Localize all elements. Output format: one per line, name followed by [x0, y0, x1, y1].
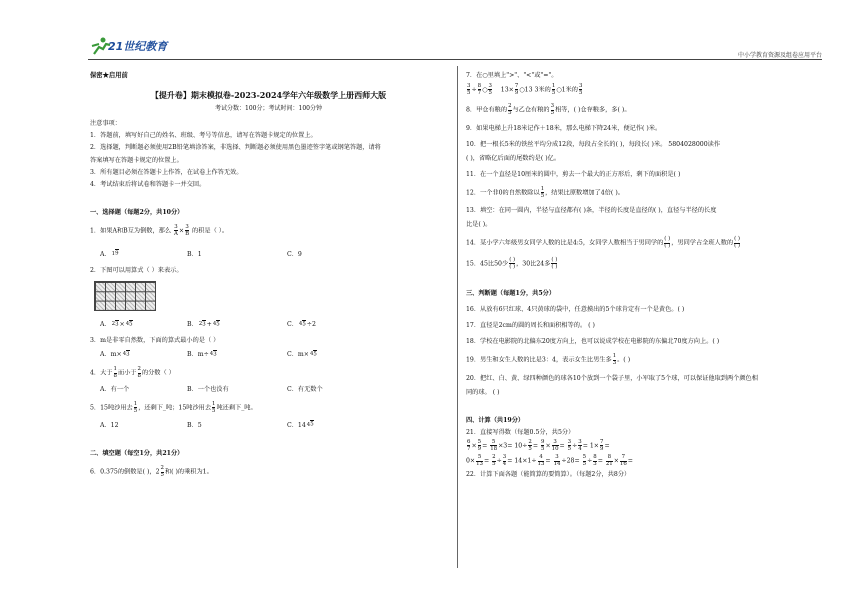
question-15: 15．45比50少 $\frac{( )}{( )}$ ，30比24多 $\frac{( )}{( )}$	[466, 256, 558, 270]
question-17: 17．直径是2cm的圆的周长和面积相等的。 ( )	[466, 322, 595, 330]
option-a[interactable]: A．有一个	[100, 385, 130, 393]
question-21: 21．直接写得数（每题0.5分，共5分）	[466, 428, 575, 436]
header-rule	[88, 59, 822, 60]
q2-options	[90, 321, 447, 329]
option-b[interactable]: B．1	[187, 251, 202, 259]
question-12: 12．一个非0的自然数除以 $\frac{1}{5}$ ，结果比原数增加了4倍( )。	[466, 185, 624, 199]
option-a[interactable]: A．12	[100, 422, 119, 430]
secret-label: 保密★启用前	[90, 72, 128, 79]
section-calc: 四、计算（共19分）	[466, 416, 525, 424]
right-column	[466, 72, 826, 480]
section-fill: 二、填空题（每空1分，共21分）	[90, 450, 184, 458]
option-c[interactable]: C．9	[287, 251, 302, 259]
option-c[interactable]: C．1445	[287, 421, 314, 430]
question-6: 6．0.375的倒数是( )，2 $\frac{2}{5}$ 和( )的乘积为1。	[90, 465, 213, 479]
note-4: 4．考试结束后将试卷和答题卡一并交回。	[90, 180, 206, 188]
option-a[interactable]: A．23×45	[100, 321, 133, 329]
question-10: 10．把一根长5米的铁丝平均分成12段，每段占全长的( )，每段长( )米。 5804028000读作	[466, 140, 721, 148]
question-10-cont: ( )，省略亿后面的尾数约是( )亿。	[466, 154, 561, 162]
question-13: 13．填空：在同一圆内，半径与直径都有( )条，半径的长度是直径的( )，直径与半径的长度	[466, 207, 717, 215]
question-11: 11．在一个直径是10厘米的圆中，剪去一个最大的正方形后，剩下的面积是( )	[466, 170, 681, 178]
option-b[interactable]: B．23+45	[187, 321, 220, 329]
exam-info: 考试分数：100分；考试时间：100分钟	[215, 104, 322, 112]
calc-row-1: $\frac{6}{7}$ × $\frac{5}{9}$ = $\frac{5}{18}$ ×3= 10÷ $\frac{2}{5}$ = $\frac{9}{5}$ × $\frac{3}{10}$ = $\frac{3}{5}$ ÷ $\frac{3}{4}$ = 1× $\frac{7}{9}$ =	[467, 438, 610, 452]
q3-options	[90, 351, 447, 359]
option-a[interactable]: A．19	[100, 250, 119, 259]
question-18: 18．学校在电影院的北偏东20度方向上，也可以说成学校在电影院的东偏北70度方向上。( )	[466, 338, 720, 346]
note-2-cont: 答案填写在答题卡规定的位置上。	[90, 156, 183, 164]
question-16: 16．从放有6只红球、4只黄球的袋中，任意摸出的5个球肯定有一个是黄色。( )	[466, 306, 685, 314]
question-14: 14．某小学六年级男女同学人数的比是4:5，女同学人数相当于男同学的 $\frac{( )}{( )}$ ，男同学占全班人数的 $\frac{( )}{( )}$	[466, 236, 740, 250]
notes-title: 注意事项：	[90, 120, 121, 128]
option-c[interactable]: C．有无数个	[287, 385, 323, 393]
option-a[interactable]: A．m×43	[100, 351, 130, 359]
question-7-items: $\frac{3}{5}$ ÷ $\frac{8}{7}$ ○ $\frac{3}{5}$ 13× $\frac{7}{9}$ ○13 3米的 $\frac{1}{5}$ ○1米的 $\frac{3}{5}$	[467, 83, 583, 96]
question-20-cont: 同的球。 ( )	[466, 388, 500, 396]
left-column	[90, 72, 447, 479]
question-20: 20．把红、白、黄、绿四种颜色的球各10个放到一个袋子里，小军取了5个球，可以保证他取到两个颜色相	[466, 374, 758, 382]
option-c[interactable]: C．45÷2	[287, 321, 316, 329]
q4-options	[90, 386, 447, 394]
question-13-cont: 比是( )。	[466, 221, 492, 229]
option-b[interactable]: B．一个也没有	[187, 385, 229, 393]
note-3: 3．所有题目必须在答题卡上作答，在试卷上作答无效。	[90, 168, 243, 176]
column-divider	[457, 66, 458, 568]
question-3: 3．m是非零自然数，下面的算式最小的是（ ）	[90, 337, 220, 345]
question-8: 8．甲仓有粮的 $\frac{2}{5}$ 与乙仓有粮的 $\frac{3}{5}$ 相等，( )仓存粮多，多( )。	[466, 103, 631, 117]
question-2: 2．下图可以用算式（ ）来表示。	[90, 267, 183, 275]
grid-figure	[94, 281, 156, 311]
section-judge: 三、判断题（每题1分，共5分）	[466, 290, 556, 297]
question-19: 19．男生和女生人数的比是3：4，表示女生比男生多 $\frac{1}{3}$ 。( )	[466, 353, 631, 367]
logo-text: 21世纪教育	[108, 40, 168, 53]
question-4: 4．大于 $\frac{1}{8}$ 而小于 $\frac{2}{8}$ 的分数（ ）	[90, 366, 175, 380]
platform-name: 中小学教育资源及组卷应用平台	[737, 52, 822, 59]
q5-options	[90, 422, 447, 430]
note-1: 1．答题前，填写好自己的姓名、班级、考号等信息，请写在答题卡规定的位置上。	[90, 132, 317, 140]
option-b[interactable]: B．m÷43	[187, 351, 217, 359]
question-1: 1．如果A和B互为倒数，那么 $\frac{3}{A}$ × $\frac{3}{B}$ 的积是（ ）。	[90, 223, 229, 237]
question-9: 9．如果电梯上升18米记作＋18米，那么电梯下降24米，便记作( )米。	[466, 124, 662, 132]
page-title: 【提升卷】期末模拟卷-2023-2024学年六年级数学上册西师大版	[150, 90, 387, 101]
question-7: 7．在○里填上">"、"<"或"="。	[466, 72, 558, 79]
section-choice: 一、选择题（每题2分，共10分）	[90, 208, 184, 216]
question-22: 22．计算下面各题（能简算的要简算）。（每题2分，共8分）	[466, 471, 631, 479]
q1-options	[90, 251, 447, 259]
option-c[interactable]: C．m×45	[287, 351, 317, 359]
calc-row-2: 0× $\frac{5}{13}$ = $\frac{2}{5}$ ÷ $\frac{3}{4}$ = 14×1÷ $\frac{4}{13}$ = $\frac{3}{14}$ ÷28= $\frac{5}{5}$ ÷ $\frac{8}{3}$ = $\frac{8}{21}$ × $\frac{7}{16}$ =	[466, 454, 633, 468]
note-2: 2．选择题，判断题必须使用2B铅笔填涂答案，非选择、判断题必须使用黑色墨迹签字笔或钢笔答题，请将	[90, 144, 381, 152]
question-5: 5．15吨沙用去 $\frac{1}{5}$ ，还剩下_吨；15吨沙用去 $\frac{1}{5}$ 吨还剩下_吨。	[90, 400, 257, 414]
option-b[interactable]: B．5	[187, 422, 202, 430]
